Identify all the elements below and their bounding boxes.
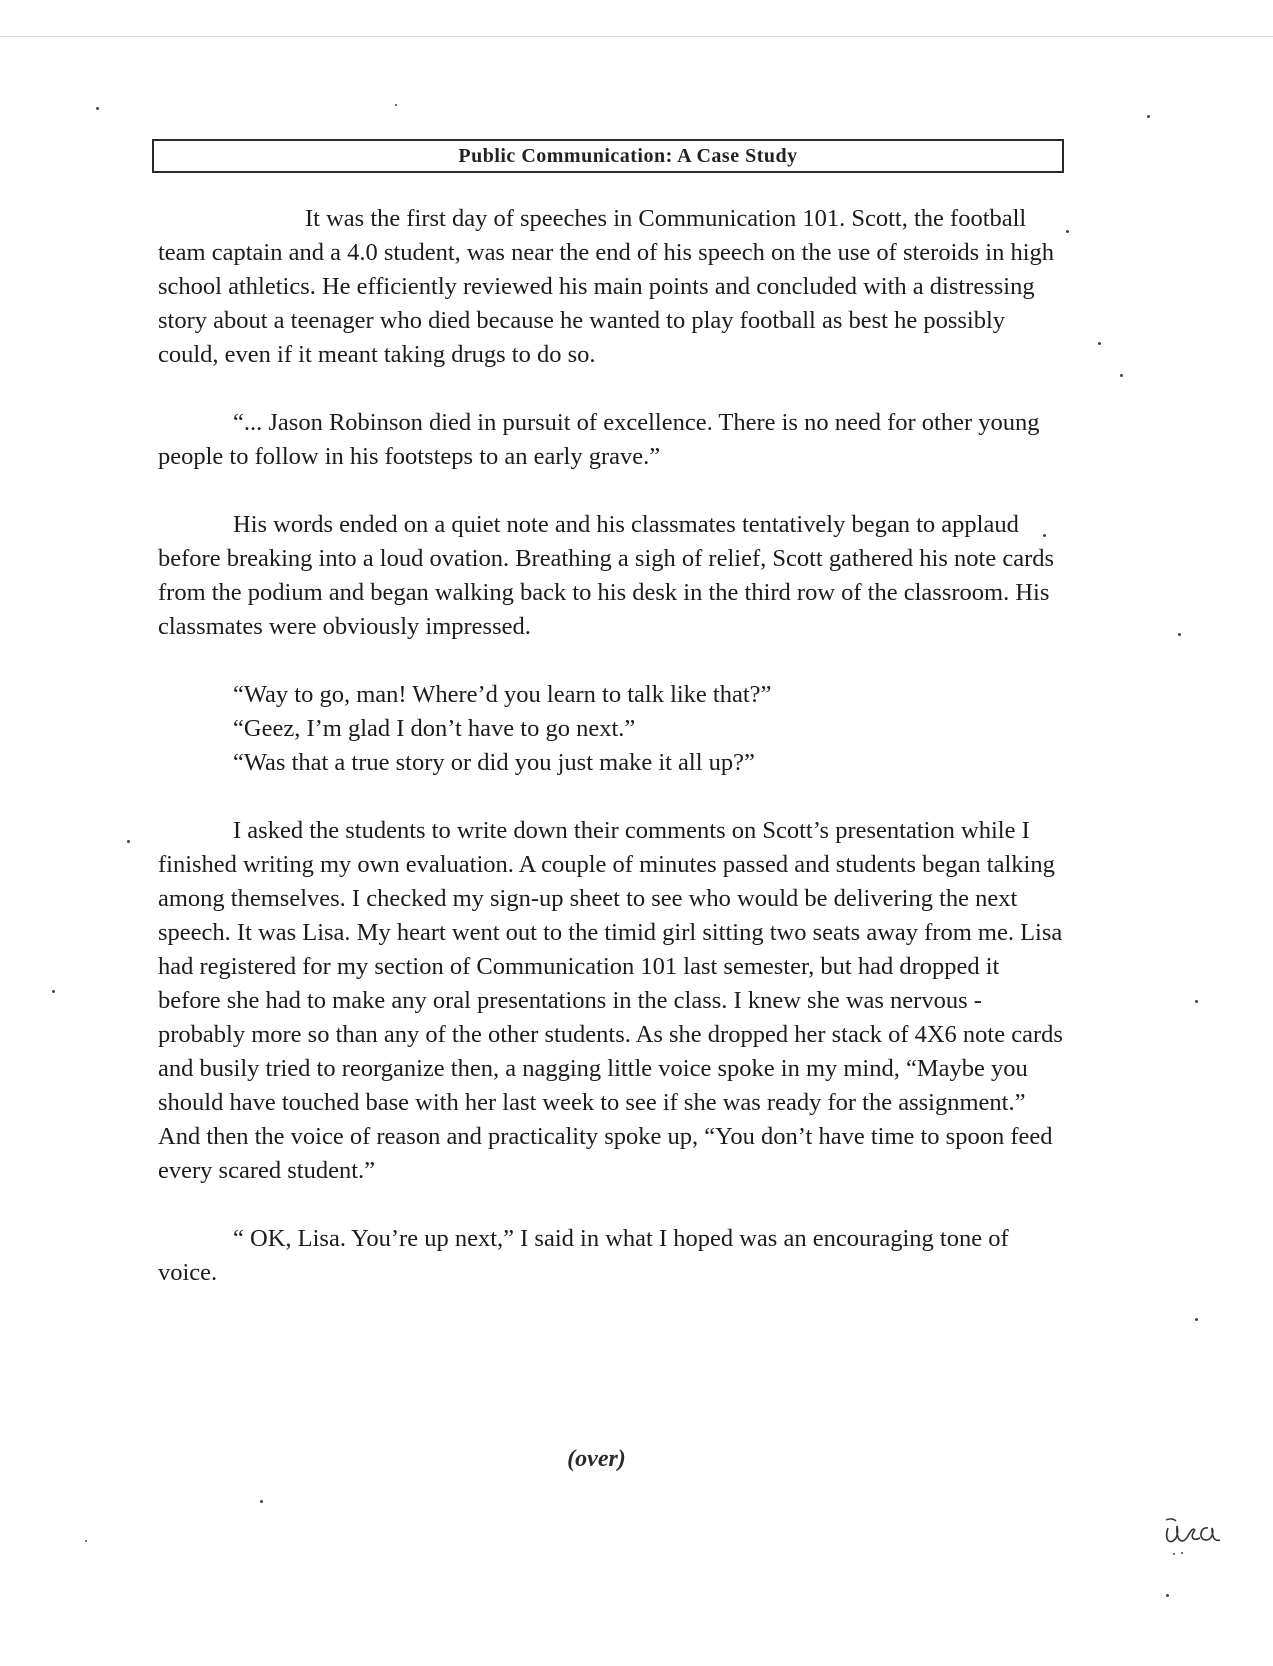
dialogue-line: “Was that a true story or did you just make it all up?” (233, 749, 755, 776)
title-box (152, 139, 1064, 173)
scan-speck (127, 840, 130, 843)
scan-speck (52, 990, 55, 993)
scan-speck (395, 104, 397, 106)
page-title: Public Communication: A Case Study (458, 144, 798, 167)
dialogue-line: “Way to go, man! Where’d you learn to talk like that?” (233, 681, 772, 708)
handwritten-initials-mark (1160, 1510, 1235, 1560)
scan-speck (1195, 1318, 1198, 1321)
scan-speck (1120, 374, 1123, 377)
speech-quote: “... Jason Robinson died in pursuit of excellence. There is no need for other young people to follow in his footsteps to an early grave.” (158, 409, 1040, 470)
scan-speck (260, 1500, 263, 1503)
scan-speck (96, 107, 99, 110)
scan-speck (1147, 115, 1150, 118)
dialogue-line: “Geez, I’m glad I don’t have to go next.” (233, 715, 636, 742)
scan-speck (1066, 230, 1069, 233)
paragraph-opening: It was the first day of speeches in Communication 101. Scott, the football team captain and a 4.0 student, was near the end of his speech on the use of steroids in high school athletics. He efficiently reviewed his main points and concluded with a distressing story about a teenager who died because he wanted to play football as best he possibly could, even if it meant taking drugs to do so. (158, 205, 1055, 368)
scan-speck (1043, 534, 1046, 537)
classmate-dialogue (158, 678, 1063, 780)
over-note: (over) (567, 1446, 626, 1472)
scan-speck (1178, 633, 1181, 636)
scan-speck (85, 1540, 87, 1542)
scan-speck (1166, 1594, 1169, 1597)
paragraph-applause: His words ended on a quiet note and his classmates tentatively began to applaud before breaking into a loud ovation. Breathing a sigh of relief, Scott gathered his note cards from the podium and began walking back to his desk in the third row of the classroom. His classmates were obviously impressed. (158, 511, 1055, 640)
scan-speck (1098, 342, 1101, 345)
paragraph-closing: “ OK, Lisa. You’re up next,” I said in what I hoped was an encouraging tone of voice. (158, 1225, 1009, 1286)
document-body (158, 202, 1063, 1290)
scan-edge-line (0, 36, 1273, 37)
paragraph-lisa: I asked the students to write down their comments on Scott’s presentation while I finished writing my own evaluation. A couple of minutes passed and students began talking among themselves. I checked my sign-up sheet to see who would be delivering the next speech. It was Lisa. My heart went out to the timid girl sitting two seats away from me. Lisa had registered for my section of Communication 101 last semester, but had dropped it before she had to make any oral presentations in the class. I knew she was nervous - probably more so than any of the other students. As she dropped her stack of 4X6 note cards and busily tried to reorganize then, a nagging little voice spoke in my mind, “Maybe you should have touched base with her last week to see if she was ready for the assignment.” And then the voice of reason and practicality spoke up, “You don’t have time to spoon feed every scared student.” (158, 817, 1063, 1184)
scan-speck (1195, 1000, 1198, 1003)
